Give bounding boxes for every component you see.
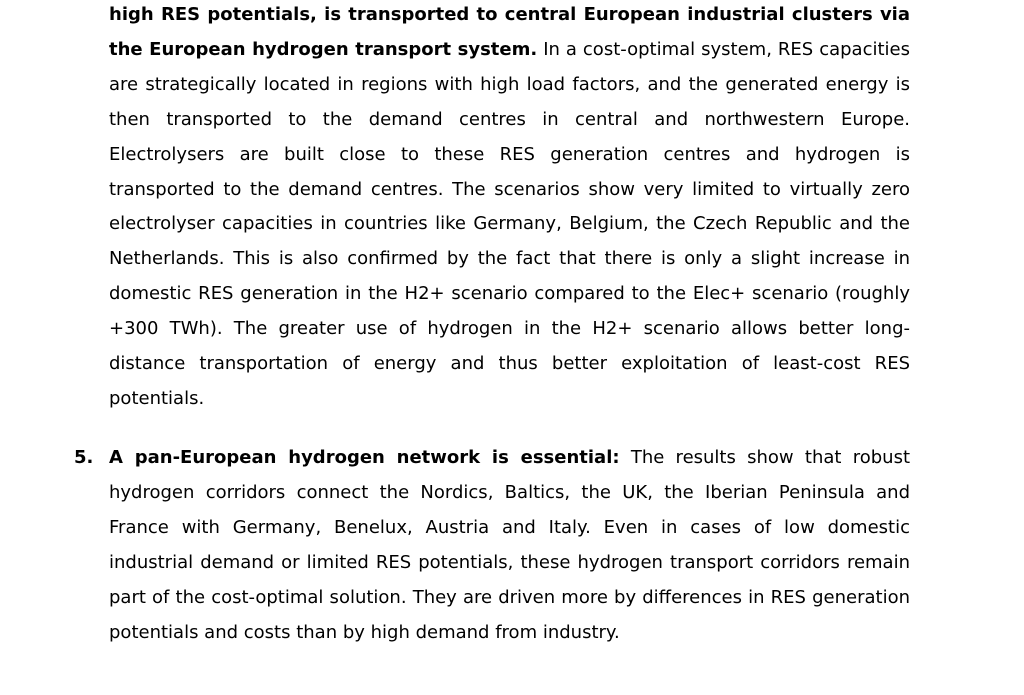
list-item-number: 5.	[74, 447, 94, 468]
list-item-body-text: The results show that robust hydrogen corridors connect the Nordics, Baltics, the UK, the Iberian Peninsula and France with Germany, Benelux, Austria and Italy. Even in cases of low domestic industrial demand or limited RES potentials, these hydrogen transport corridors remain part of the cost-optimal solution. They are driven more by differences in RES generation potentials and costs than by high demand from industry.	[109, 447, 910, 643]
paragraph-body-text: In a cost-optimal system, RES capacities are strategically located in regions with high load factors, and the generated energy is then transported to the demand centres in central and northwestern Europe. Electrolysers are built close to these RES generation centres and hydrogen is transported to the demand centres. The scenarios show very limited to virtually zero electrolyser capacities in countries like Germany, Belgium, the Czech Republic and the Netherlands. This is also confirmed by the fact that there is only a slight increase in domestic RES generation in the H2+ scenario compared to the Elec+ scenario (roughly +300 TWh). The greater use of hydrogen in the H2+ scenario allows better long-distance transportation of energy and thus better exploitation of least-cost RES potentials.	[109, 38, 910, 409]
paragraph-bold-lead: high RES potentials, is transported to central European industrial clusters via the European hydrogen transport system.	[109, 4, 910, 60]
list-item-bold-lead: A pan-European hydrogen network is essential:	[109, 447, 620, 468]
paragraph-continuation	[109, 0, 910, 417]
list-item-5	[109, 441, 910, 650]
